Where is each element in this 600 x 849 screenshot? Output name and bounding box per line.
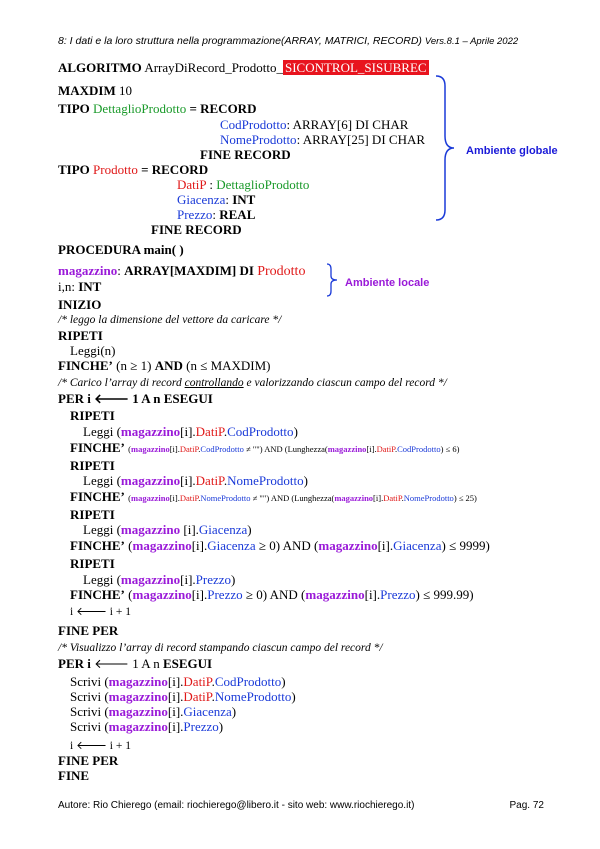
paren: ): [231, 572, 236, 587]
finche-prezzo: [70, 587, 474, 602]
field: NomeProdotto: [403, 493, 454, 503]
kw-and: AND: [282, 538, 311, 553]
index: [i].: [167, 674, 184, 689]
cond: ≠ ""): [245, 444, 263, 454]
field-name: NomeProdotto: [220, 132, 297, 147]
field: DatiP: [183, 689, 212, 704]
field-name: DatiP: [177, 177, 207, 192]
page-footer: [58, 800, 544, 811]
leggi-nome: [83, 473, 308, 488]
field-name: CodProdotto: [220, 117, 287, 132]
kw-fine-record: FINE RECORD: [200, 147, 291, 162]
cond: ) ≤ 9999): [441, 538, 490, 553]
kw-maxdim: MAXDIM: [58, 83, 116, 98]
kw-and: AND: [154, 358, 183, 373]
algo-line: [58, 60, 429, 75]
paren: ): [231, 704, 237, 719]
leggi-cod: [83, 424, 298, 439]
field: DatiP: [376, 444, 396, 454]
dot: .: [211, 674, 215, 689]
separator: :: [212, 207, 216, 222]
fn-scrivi: Scrivi: [70, 674, 102, 689]
index: [i].: [167, 719, 184, 734]
fn-lunghezza: Lunghezza(: [294, 493, 335, 503]
ripeti-nome: [70, 458, 115, 473]
kw-finche: FINCHE’: [58, 358, 113, 373]
field: DatiP: [195, 424, 224, 439]
fine-line: [58, 768, 89, 783]
field-prezzo: [177, 207, 255, 222]
scrivi-cod: [70, 674, 286, 689]
kw-ripeti: RIPETI: [70, 458, 115, 473]
comment-2: [58, 376, 447, 391]
var-magazzino: magazzino: [327, 444, 367, 454]
kw-and: AND: [269, 587, 298, 602]
paren: (: [104, 689, 109, 704]
paren: (: [104, 704, 109, 719]
field-type: REAL: [219, 207, 256, 222]
index: [i].: [169, 493, 180, 503]
dot: .: [223, 424, 228, 439]
field-datip: [177, 177, 309, 192]
kw-ripeti: RIPETI: [70, 507, 115, 522]
footer-author: Autore: Rio Chierego (email: riochierego@libero.it - sito web: www.riochierego.it): [58, 800, 415, 811]
type-prodotto: Prodotto: [93, 162, 138, 177]
incr-1: i 🡐 i + 1: [70, 606, 131, 618]
comment-text: /* Carico l’array di record: [58, 377, 185, 389]
index: [i].: [167, 704, 184, 719]
kw-fine-per: FINE PER: [58, 753, 119, 768]
field: DatiP: [183, 674, 212, 689]
field-name: Prezzo: [177, 207, 213, 222]
var-magazzino: magazzino: [305, 587, 365, 602]
paren: (: [291, 493, 295, 503]
paren: ): [247, 522, 252, 537]
field: NomeProdotto: [214, 689, 292, 704]
field-cod: [220, 117, 408, 132]
field: Giacenza: [198, 522, 248, 537]
assign-arrow-icon: 🡐: [94, 656, 129, 671]
var-magazzino: magazzino: [120, 522, 181, 537]
kw-tipo: TIPO: [58, 162, 90, 177]
field: CodProdotto: [214, 674, 282, 689]
field: Giacenza: [393, 538, 442, 553]
var-magazzino: magazzino: [58, 263, 118, 278]
kw-record: = RECORD: [189, 101, 257, 116]
paren: (: [116, 522, 121, 537]
ripeti-cod: [70, 408, 115, 423]
fine-record-1: [200, 147, 291, 162]
kw-ripeti: RIPETI: [58, 328, 103, 343]
comment-3: /* Visualizzo l’array di record stampando ciascun campo del record */: [58, 642, 383, 654]
scrivi-nome: [70, 689, 296, 704]
paren: ): [303, 473, 308, 488]
field: NomeProdotto: [200, 493, 251, 503]
field: CodProdotto: [397, 444, 441, 454]
index: [i].: [180, 572, 196, 587]
field: Giacenza: [207, 538, 256, 553]
ambiente-locale-label: Ambiente locale: [345, 277, 430, 289]
decl-magazzino: magazzino: ARRAY[MAXDIM] DI Prodotto: [58, 263, 306, 279]
finche-giacenza: [70, 538, 490, 553]
cond: ≠ ""): [252, 493, 270, 503]
kw-ripeti: RIPETI: [70, 408, 115, 423]
dot: .: [395, 444, 398, 454]
ripeti-giacenza: [70, 507, 115, 522]
paren: ): [293, 424, 298, 439]
per-2: [58, 656, 212, 671]
kw-finche: FINCHE’: [70, 538, 125, 553]
cond: (n ≥ 1): [116, 358, 152, 373]
kw-procedura: PROCEDURA main( ): [58, 242, 184, 257]
incr-2: i 🡐 i + 1: [70, 740, 131, 752]
per-var: i: [87, 656, 91, 671]
kw-and: AND: [264, 444, 283, 454]
index: [i].: [377, 538, 394, 553]
kw-finche: FINCHE’: [70, 587, 125, 602]
var-magazzino: magazzino: [120, 473, 181, 488]
ambiente-globale-label: Ambiente globale: [466, 145, 558, 157]
var-magazzino: magazzino: [120, 572, 181, 587]
field: NomeProdotto: [227, 473, 304, 488]
scrivi-prezzo: [70, 719, 223, 734]
fn-leggi: Leggi: [83, 424, 114, 439]
finche-cod: [70, 440, 459, 457]
var-magazzino: magazzino: [108, 719, 168, 734]
index: [i].: [191, 538, 208, 553]
cond: ≥ 0): [258, 538, 281, 553]
paren: (: [128, 493, 131, 503]
fn-scrivi: Scrivi: [70, 689, 102, 704]
fine-record-2: [151, 222, 242, 237]
per-1: [58, 391, 213, 406]
kw-ripeti: RIPETI: [70, 556, 115, 571]
global-brace-icon: [434, 74, 464, 222]
scrivi-giacenza: [70, 704, 236, 719]
per-range: 1 A n: [132, 391, 161, 406]
field: Prezzo: [207, 587, 243, 602]
maxdim-line: [58, 83, 132, 98]
fn-leggi: Leggi: [83, 522, 114, 537]
paren: (: [128, 444, 131, 454]
page-number: Pag. 72: [509, 800, 544, 811]
index: [i].: [180, 424, 196, 439]
paren: (: [116, 572, 121, 587]
dot: .: [198, 493, 201, 503]
tipo-dettaglio-line: [58, 101, 256, 116]
index: [i].: [180, 473, 196, 488]
var-magazzino: magazzino: [108, 674, 168, 689]
var-magazzino: magazzino: [132, 538, 192, 553]
kw-per: PER: [58, 391, 84, 406]
index: [i].: [169, 444, 180, 454]
paren: ): [281, 674, 286, 689]
paren: (: [284, 444, 288, 454]
kw-per: PER: [58, 656, 84, 671]
local-brace-icon: [325, 262, 341, 298]
cond: ) ≤ 6): [440, 444, 460, 454]
field-type: INT: [232, 192, 256, 207]
field: Prezzo: [195, 572, 232, 587]
var-magazzino: magazzino: [120, 424, 181, 439]
dot: .: [198, 444, 201, 454]
field: DatiP: [179, 444, 199, 454]
ripeti-prezzo: [70, 556, 115, 571]
fn-scrivi: Scrivi: [70, 704, 102, 719]
dot: .: [211, 689, 215, 704]
tipo-prodotto-line: [58, 162, 208, 177]
kw-esegui: ESEGUI: [162, 656, 213, 671]
var-magazzino: magazzino: [108, 689, 168, 704]
decl-in: [58, 279, 101, 294]
inizio-line: [58, 297, 101, 312]
var-magazzino: magazzino: [108, 704, 168, 719]
index: [i].: [366, 444, 377, 454]
index: [i].: [167, 689, 184, 704]
paren: (: [301, 587, 306, 602]
kw-fine-per: FINE PER: [58, 623, 119, 638]
field-type: : ARRAY[25] DI CHAR: [296, 132, 426, 147]
per-var: i: [87, 391, 91, 406]
index: [i].: [373, 493, 384, 503]
paren: ): [291, 689, 296, 704]
var-magazzino: magazzino: [130, 444, 170, 454]
per-range: 1 A n: [132, 656, 160, 671]
field-type: DettaglioProdotto: [216, 177, 310, 192]
paren: (: [116, 424, 121, 439]
algo-name: ArrayDiRecord_Prodotto_: [144, 60, 283, 75]
cond: ) ≤ 25): [453, 493, 477, 503]
type-int: INT: [78, 279, 102, 294]
fn-lunghezza: Lunghezza(: [287, 444, 328, 454]
var-magazzino: magazzino: [130, 493, 170, 503]
field: DatiP: [179, 493, 199, 503]
field: DatiP: [195, 473, 224, 488]
header-version: Vers.8.1 – Aprile 2022: [424, 36, 519, 47]
kw-and: AND: [270, 493, 290, 503]
kw-fine: FINE: [58, 768, 90, 783]
index: [i].: [191, 587, 208, 602]
paren: (: [128, 538, 133, 553]
index: [i].: [180, 522, 199, 537]
field: Giacenza: [183, 704, 232, 719]
field: DatiP: [383, 493, 402, 503]
leggi-n: Leggi(n): [70, 343, 116, 358]
header-title: 8: I dati e la loro struttura nella programmazione(ARRAY, MATRICI, RECORD): [58, 35, 422, 47]
kw-finche: FINCHE’: [70, 489, 125, 504]
paren: (: [104, 719, 109, 734]
cond: ) ≤ 999.99): [415, 587, 474, 602]
paren: (: [104, 674, 109, 689]
type-dettaglio: DettaglioProdotto: [93, 101, 187, 116]
field: Prezzo: [380, 587, 416, 602]
paren: ): [218, 719, 224, 734]
comment-1: /* leggo la dimensione del vettore da caricare */: [58, 314, 282, 326]
separator: :: [225, 192, 229, 207]
algo-tag: SICONTROL_SISUBREC: [284, 60, 427, 75]
arr-type: ARRAY[MAXDIM] DI: [124, 263, 254, 278]
paren: (: [116, 473, 121, 488]
var-magazzino: magazzino: [334, 493, 374, 503]
fine-per-1: [58, 623, 118, 638]
fn-leggi: Leggi: [83, 572, 114, 587]
finche-nome: [70, 489, 477, 506]
kw-record: = RECORD: [141, 162, 209, 177]
cond: ≥ 0): [245, 587, 268, 602]
page-header: [58, 35, 518, 47]
separator: :: [206, 177, 217, 192]
fn-leggi: Leggi: [83, 473, 114, 488]
ripeti-1: [58, 328, 103, 343]
comment-text: e valorizzando ciascun campo del record */: [243, 377, 447, 389]
kw-esegui: ESEGUI: [163, 391, 213, 406]
procedura-line: [58, 242, 184, 257]
dot: .: [223, 473, 228, 488]
type-prodotto: Prodotto: [257, 264, 306, 279]
finche-1: [58, 358, 271, 373]
field-name: Giacenza: [177, 192, 226, 207]
fine-per-2: [58, 753, 118, 768]
maxdim-value: 10: [119, 83, 133, 98]
index: [i].: [364, 587, 381, 602]
assign-arrow-icon: 🡐: [94, 391, 129, 406]
kw-finche: FINCHE’: [70, 440, 125, 455]
field-type: : ARRAY[6] DI CHAR: [286, 117, 409, 132]
field: CodProdotto: [200, 444, 244, 454]
var-magazzino: magazzino: [318, 538, 378, 553]
field-nome: [220, 132, 425, 147]
var-magazzino: magazzino: [132, 587, 192, 602]
field: Prezzo: [183, 719, 219, 734]
fn-scrivi: Scrivi: [70, 719, 102, 734]
paren: (: [128, 587, 133, 602]
leggi-prezzo: [83, 572, 235, 587]
kw-algoritmo: ALGORITMO: [58, 60, 142, 75]
leggi-giacenza: [83, 522, 252, 537]
kw-tipo: TIPO: [58, 101, 90, 116]
field-giacenza: [177, 192, 255, 207]
var-in: i,n:: [58, 279, 75, 294]
paren: (: [314, 538, 319, 553]
kw-inizio: INIZIO: [58, 297, 102, 312]
field: CodProdotto: [227, 424, 294, 439]
dot: .: [401, 493, 404, 503]
cond: (n ≤ MAXDIM): [186, 358, 271, 373]
kw-fine-record: FINE RECORD: [151, 222, 242, 237]
comment-text: controllando: [184, 377, 244, 389]
